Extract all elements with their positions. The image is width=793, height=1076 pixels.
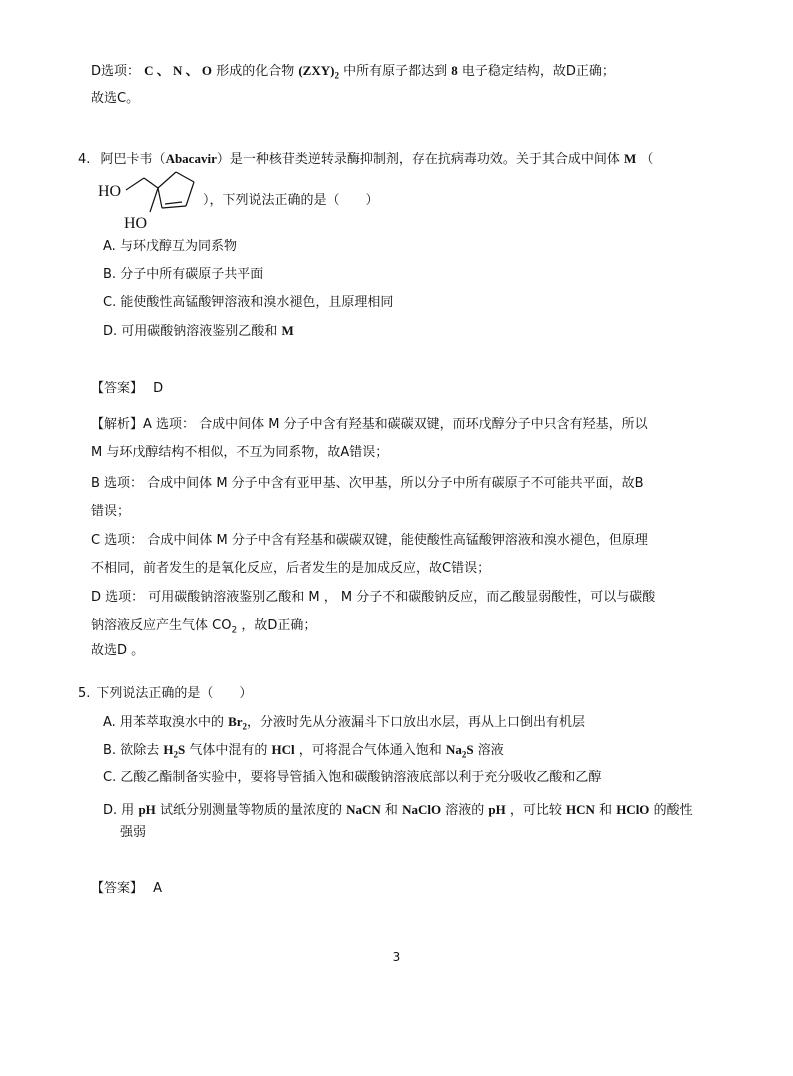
analysis-text: 钠溶液反应产生气体 CO [91, 618, 232, 633]
prev-option-d-line [91, 62, 615, 81]
molecule-structure [96, 168, 206, 234]
answer-value: D [153, 381, 164, 396]
q5-stem [78, 685, 252, 703]
q5-number: 5. [78, 686, 91, 701]
q5-option-b [103, 741, 504, 760]
q5-option-a [103, 713, 585, 732]
formula [228, 714, 248, 732]
option-text: 与环戊醇互为同系物 [119, 239, 237, 254]
option-text: 能使酸性高锰酸钾溶液和溴水褪色，且原理相同 [120, 295, 394, 310]
prev-d-mid: 形成的化合物 [216, 64, 295, 79]
formula: pH [488, 802, 506, 817]
q4-stem-prefix: 阿巴卡韦（ [100, 152, 166, 167]
ho-top-label: HO [98, 183, 122, 200]
option-text: ，可比较 [509, 803, 562, 818]
option-text: 可用碳酸钠溶液鉴别乙酸和 [121, 324, 278, 339]
formula-main: Br [228, 714, 243, 729]
prev-d-mid2: 中所有原子都达到 [343, 64, 448, 79]
formula: NaCN [346, 802, 381, 817]
formula-sub: 2 [461, 749, 467, 760]
page-number: 3 [392, 950, 401, 964]
q5-option-d-wrap: 强弱 [120, 825, 147, 840]
answer-label: 【答案】 [91, 381, 144, 396]
q5-stem-text: 下列说法正确的是（ ） [96, 686, 253, 701]
formula: NaClO [402, 802, 442, 817]
prev-conclusion: 故选C。 [91, 91, 140, 106]
option-text: 乙酸乙酯制备实验中，要将导管插入饱和碳酸钠溶液底部以利于充分吸收乙酸和乙醇 [120, 770, 602, 785]
option-prefix: B. [103, 743, 117, 758]
q4-option-c [103, 294, 393, 312]
formula: pH [138, 802, 156, 817]
formula-sub: 2 [334, 70, 339, 81]
formula-sub: 2 [173, 749, 178, 760]
option-text: 用苯萃取溴水中的 [119, 715, 224, 730]
formula-main: Na [445, 742, 462, 757]
option-text: 和 [599, 803, 613, 818]
option-prefix: C. [103, 770, 117, 785]
q4-analysis-line-9: 故选D 。 [91, 643, 145, 658]
formula [163, 742, 186, 760]
q4-analysis-line-7: D 选项： 可用碳酸钠溶液鉴别乙酸和 M ， M 分子不和碳酸钠反应，而乙酸显弱酸性，可以与碳酸 [91, 590, 656, 605]
q4-drug-name: Abacavir [165, 151, 217, 166]
q5-option-c [103, 769, 601, 787]
prev-d-num: 8 [451, 63, 458, 78]
q5-option-d [103, 801, 693, 820]
q5-answer [91, 880, 162, 898]
q4-option-b [103, 266, 263, 284]
formula: HCN [566, 802, 595, 817]
q4-stem-mid: ）是一种核苷类逆转录酶抑制剂，存在抗病毒功效。关于其合成中间体 [216, 152, 620, 167]
option-text: 试纸分别测量等物质的量浓度的 [159, 803, 342, 818]
q4-analysis-line-3: B 选项： 合成中间体 M 分子中含有亚甲基、次甲基，所以分子中所有碳原子不可能共平面，故B [91, 476, 644, 491]
option-text: ，可将混合气体通入饱和 [298, 743, 442, 758]
formula-main: (ZXY) [298, 63, 335, 78]
q4-stem-end: ），下列说法正确的是（ ） [203, 193, 379, 208]
q4-analysis-line-6: 不相同，前者发生的是氧化反应，后者发生的是加成反应，故C错误； [91, 561, 491, 576]
prev-d-end: 电子稳定结构，故D正确； [461, 64, 615, 79]
answer-label: 【答案】 [91, 881, 144, 896]
q4-analysis-line-8 [91, 617, 316, 635]
option-text: 和 [384, 803, 398, 818]
q4-stem [78, 150, 653, 169]
q4-analysis-line-4: 错误； [91, 504, 131, 519]
option-text: 溶液的 [445, 803, 485, 818]
option-prefix: D. [103, 803, 118, 818]
option-text: 的酸性 [653, 803, 693, 818]
option-text: 用 [121, 803, 135, 818]
formula-sub: 2 [231, 625, 238, 636]
analysis-text: A 选项： 合成中间体 M 分子中含有羟基和碳碳双键，而环戊醇分子中只含有羟基，所以 [143, 417, 648, 432]
formula-main: S [177, 742, 186, 757]
option-prefix: C. [103, 295, 117, 310]
answer-value: A [153, 881, 163, 896]
option-text: 欲除去 [120, 743, 160, 758]
option-prefix: D. [103, 324, 118, 339]
q4-analysis-line-1 [91, 416, 648, 434]
option-text: 溶液 [477, 743, 504, 758]
formula-sub: 2 [242, 721, 248, 732]
q4-stem-paren: （ [640, 152, 654, 167]
option-prefix: B. [103, 267, 117, 282]
option-prefix: A. [103, 239, 116, 254]
q4-number: 4. [78, 152, 91, 167]
prev-d-formula [298, 63, 339, 81]
q4-analysis-line-2: M 与环戊醇结构不相似，不互为同系物，故A错误； [91, 445, 389, 460]
prev-d-prefix: D选项： [91, 64, 141, 79]
molecule-bonds [126, 172, 194, 212]
ho-bottom-label: HO [124, 215, 148, 232]
q4-answer [91, 380, 163, 398]
formula [445, 742, 474, 760]
q4-option-a [103, 238, 237, 256]
formula-main: H [163, 742, 174, 757]
option-prefix: A. [103, 715, 116, 730]
option-bold: M [281, 323, 294, 338]
q4-analysis-line-5: C 选项： 合成中间体 M 分子中含有羟基和碳碳双键，能使酸性高锰酸钾溶液和溴水褪色，但原理 [91, 533, 648, 548]
option-text: 气体中混有的 [189, 743, 268, 758]
analysis-text: ，故D正确； [241, 618, 317, 633]
q4-intermediate: M [624, 151, 637, 166]
formula: HCl [271, 742, 295, 757]
analysis-label: 【解析】 [91, 417, 144, 432]
option-text: 分子中所有碳原子共平面 [120, 267, 264, 282]
formula-main: S [466, 742, 474, 757]
q4-option-d [103, 322, 294, 341]
option-text: ，分液时先从分液漏斗下口放出水层，再从上口倒出有机层 [247, 715, 586, 730]
prev-d-atoms: C 、 N 、 O [144, 63, 213, 78]
formula: HClO [616, 802, 650, 817]
